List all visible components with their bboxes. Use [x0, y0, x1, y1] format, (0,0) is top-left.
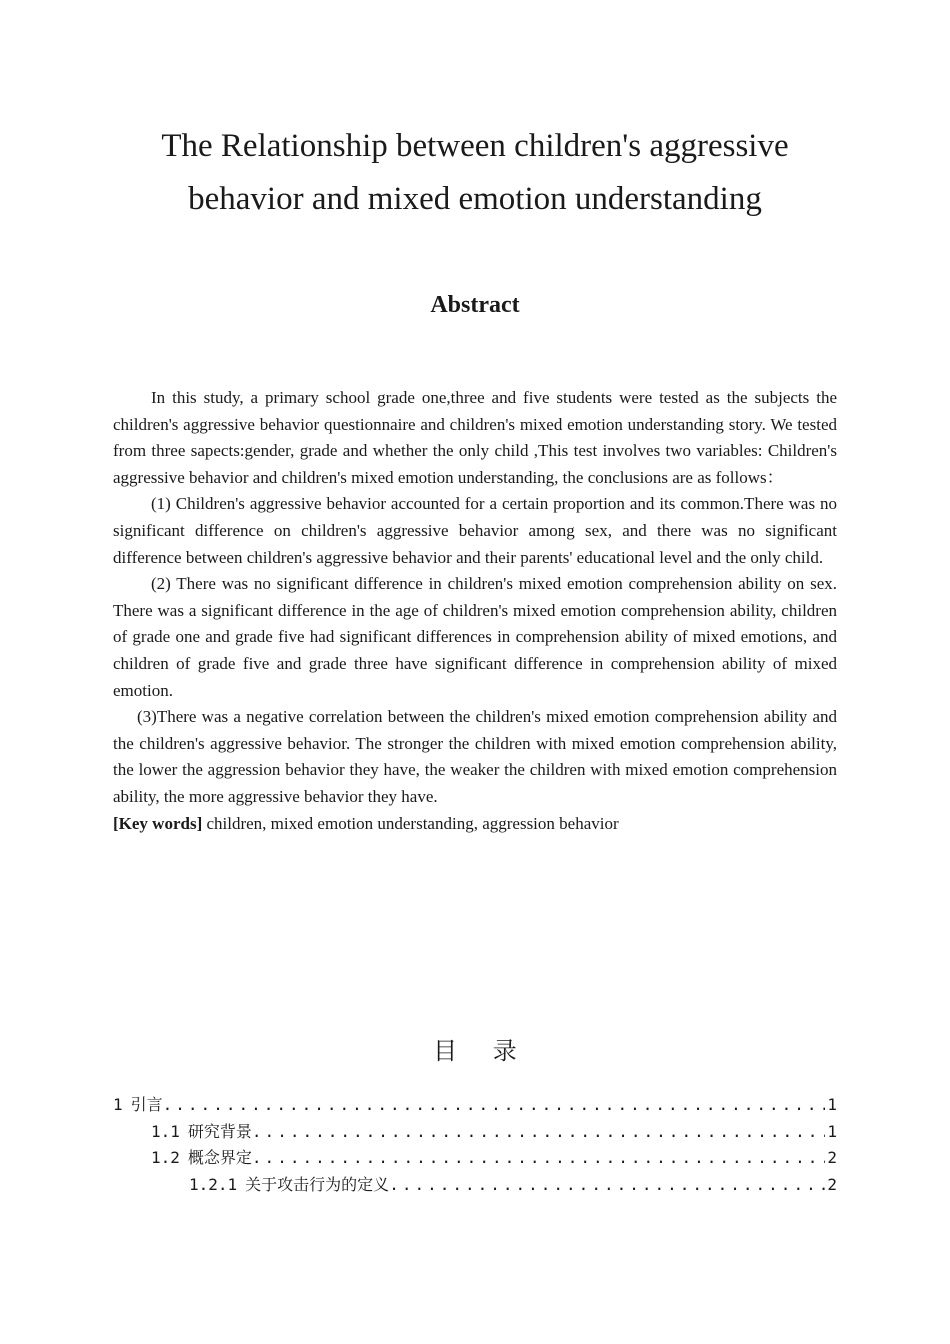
toc-entry-number: 1	[113, 1095, 123, 1114]
toc-entry[interactable]	[113, 1145, 837, 1172]
toc-dot-leader	[252, 1119, 825, 1146]
toc-dot-leader	[252, 1145, 825, 1172]
toc-entry[interactable]	[113, 1119, 837, 1146]
toc-entry-page: 1	[827, 1121, 837, 1141]
keywords-label: [Key words]	[113, 813, 203, 833]
toc-entry-title: 引言	[130, 1095, 163, 1114]
paper-title-line-2: behavior and mixed emotion understanding	[188, 181, 762, 217]
toc-entry-title: 概念界定	[187, 1148, 252, 1168]
toc-entry-page: 2	[827, 1148, 837, 1168]
abstract-paragraph-intro: In this study, a primary school grade one,three and five students were tested as the subjects the children's aggressive behavior questionnaire and children's mixed emotion understanding story. We tested from three sapects:gender, grade and whether the only child ,This test involves two variables: Children's aggressive behavior and children's mixed emotion understanding, the conclusions are as follows：	[113, 388, 837, 487]
toc-entry[interactable]	[113, 1172, 837, 1199]
toc-dot-leader	[389, 1172, 825, 1199]
toc-entry-title: 研究背景	[187, 1121, 252, 1141]
toc-entry-number: 1.1	[151, 1121, 180, 1141]
abstract-heading: Abstract	[430, 292, 520, 318]
abstract-paragraph-conclusion-1: (1) Children's aggressive behavior accounted for a certain proportion and its common.There was no significant difference on children's aggressive behavior among sex, and there was no significant difference between children's aggressive behavior and their parents' educational level and the only child.	[113, 494, 837, 567]
abstract-body	[113, 385, 837, 837]
toc-heading: 目 录	[433, 1037, 531, 1065]
toc-dot-leader	[163, 1092, 826, 1119]
toc-entry-page: 1	[827, 1095, 837, 1114]
abstract-paragraph-conclusion-3: (3)There was a negative correlation between the children's mixed emotion comprehension ability and the children's aggressive behavior. The stronger the children with mixed emotion comprehension ability, the lower the aggression behavior they have, the weaker the children with mixed emotion comprehension ability, the more aggressive behavior they have.	[113, 707, 837, 806]
abstract-paragraph-conclusion-2: (2) There was no significant difference in children's mixed emotion comprehension ability on sex. There was a significant difference in the age of children's mixed emotion comprehension ability, children of grade one and grade five had significant differences in comprehension ability of mixed emotions, and children of grade five and grade three have significant difference in comprehension ability of mixed emotion.	[113, 574, 837, 700]
toc-entry-number: 1.2.1	[189, 1174, 238, 1194]
paper-title-line-1: The Relationship between children's aggressive	[161, 128, 789, 164]
toc-entry-title: 关于攻击行为的定义	[245, 1174, 390, 1194]
table-of-contents	[113, 1092, 837, 1198]
toc-entry[interactable]	[113, 1092, 837, 1119]
toc-entry-page: 2	[827, 1174, 837, 1194]
keywords-line	[113, 811, 837, 838]
keywords-text: children, mixed emotion understanding, aggression behavior	[202, 813, 619, 833]
toc-entry-number: 1.2	[151, 1148, 180, 1168]
paper-title	[113, 120, 837, 226]
